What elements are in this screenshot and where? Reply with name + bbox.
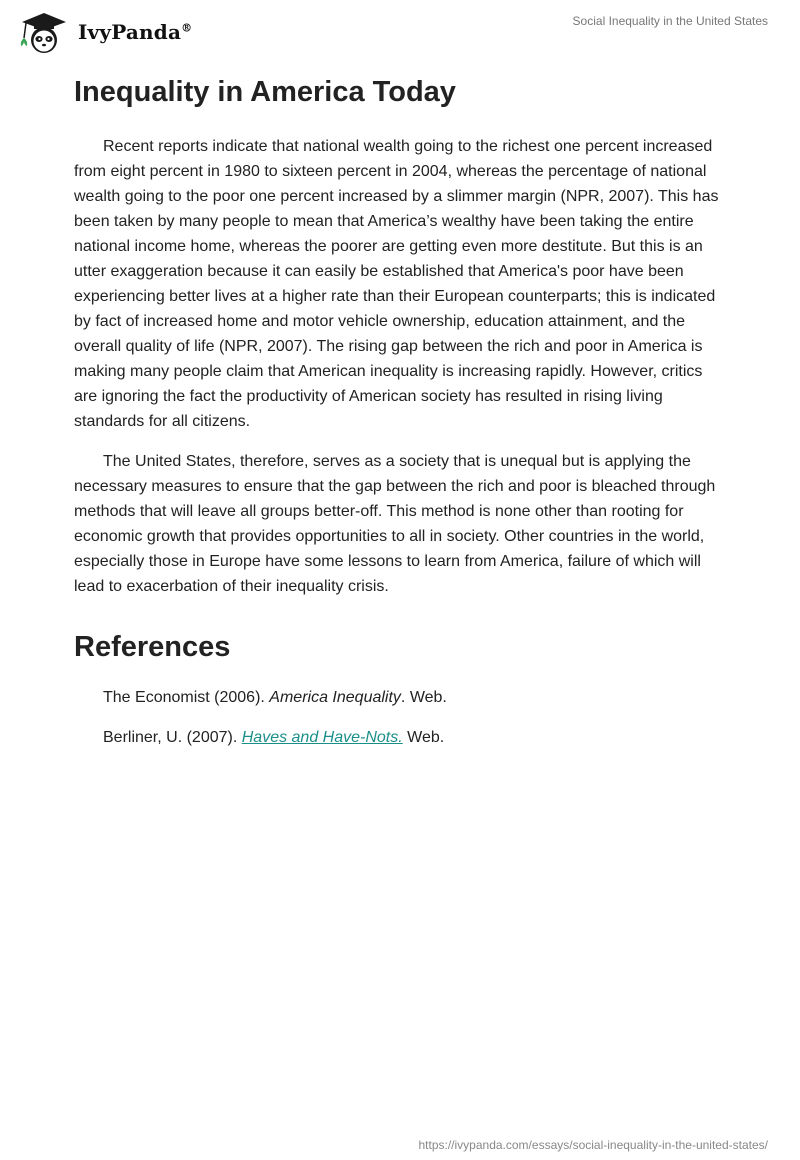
body-paragraph: Recent reports indicate that national wealth going to the richest one percent increased from eight percent in 1980 to sixteen percent in 2004, whereas the percentage of national wealth going to the poor one percent increased by a slimmer margin (NPR, 2007). This has been taken by many people to mean that America’s wealthy have been taking the entire national income home, whereas the poorer are getting even more destitute. But this is an utter exaggeration because it can easily be established that America's poor have been experiencing better lives at a higher rate than their European counterparts; this is indicated by fact of increased home and motor vehicle ownership, education attainment, and the overall quality of life (NPR, 2007). The rising gap between the rich and poor in America is making many people claim that American inequality is increasing rapidly. However, critics are ignoring the fact the productivity of American society has resulted in rising living standards for all citizens.: [74, 138, 719, 430]
essay-content: [74, 74, 724, 765]
reference-item: [103, 685, 724, 710]
ivypanda-logo[interactable]: [14, 8, 192, 56]
panda-graduate-logo-icon: [14, 8, 74, 56]
reference-link[interactable]: Haves and Have-Nots.: [241, 729, 403, 746]
reference-author: The Economist (2006).: [103, 689, 270, 706]
registered-mark: ®: [181, 21, 193, 35]
reference-title: America Inequality: [269, 689, 401, 706]
page-header: [0, 0, 800, 60]
brand-text: IvyPanda: [78, 20, 182, 44]
brand-name: [78, 20, 192, 44]
body-paragraph: The United States, therefore, serves as a society that is unequal but is applying the necessary measures to ensure that the gap between the rich and poor is bleached through methods that will leave all groups better-off. This method is none other than rooting for economic growth that provides opportunities to all in society. Other countries in the world, especially those in Europe have some lessons to learn from America, failure of which will lead to exacerbation of their inequality crisis.: [74, 453, 716, 595]
section-heading: Inequality in America Today: [74, 76, 456, 108]
references-heading: References: [74, 631, 231, 663]
document-title: Social Inequality in the United States: [572, 14, 768, 28]
reference-suffix: . Web.: [400, 689, 447, 706]
reference-author: Berliner, U. (2007).: [103, 729, 242, 746]
reference-suffix: Web.: [402, 729, 445, 746]
reference-item: [103, 725, 724, 750]
source-url: https://ivypanda.com/essays/social-inequality-in-the-united-states/: [418, 1138, 768, 1152]
